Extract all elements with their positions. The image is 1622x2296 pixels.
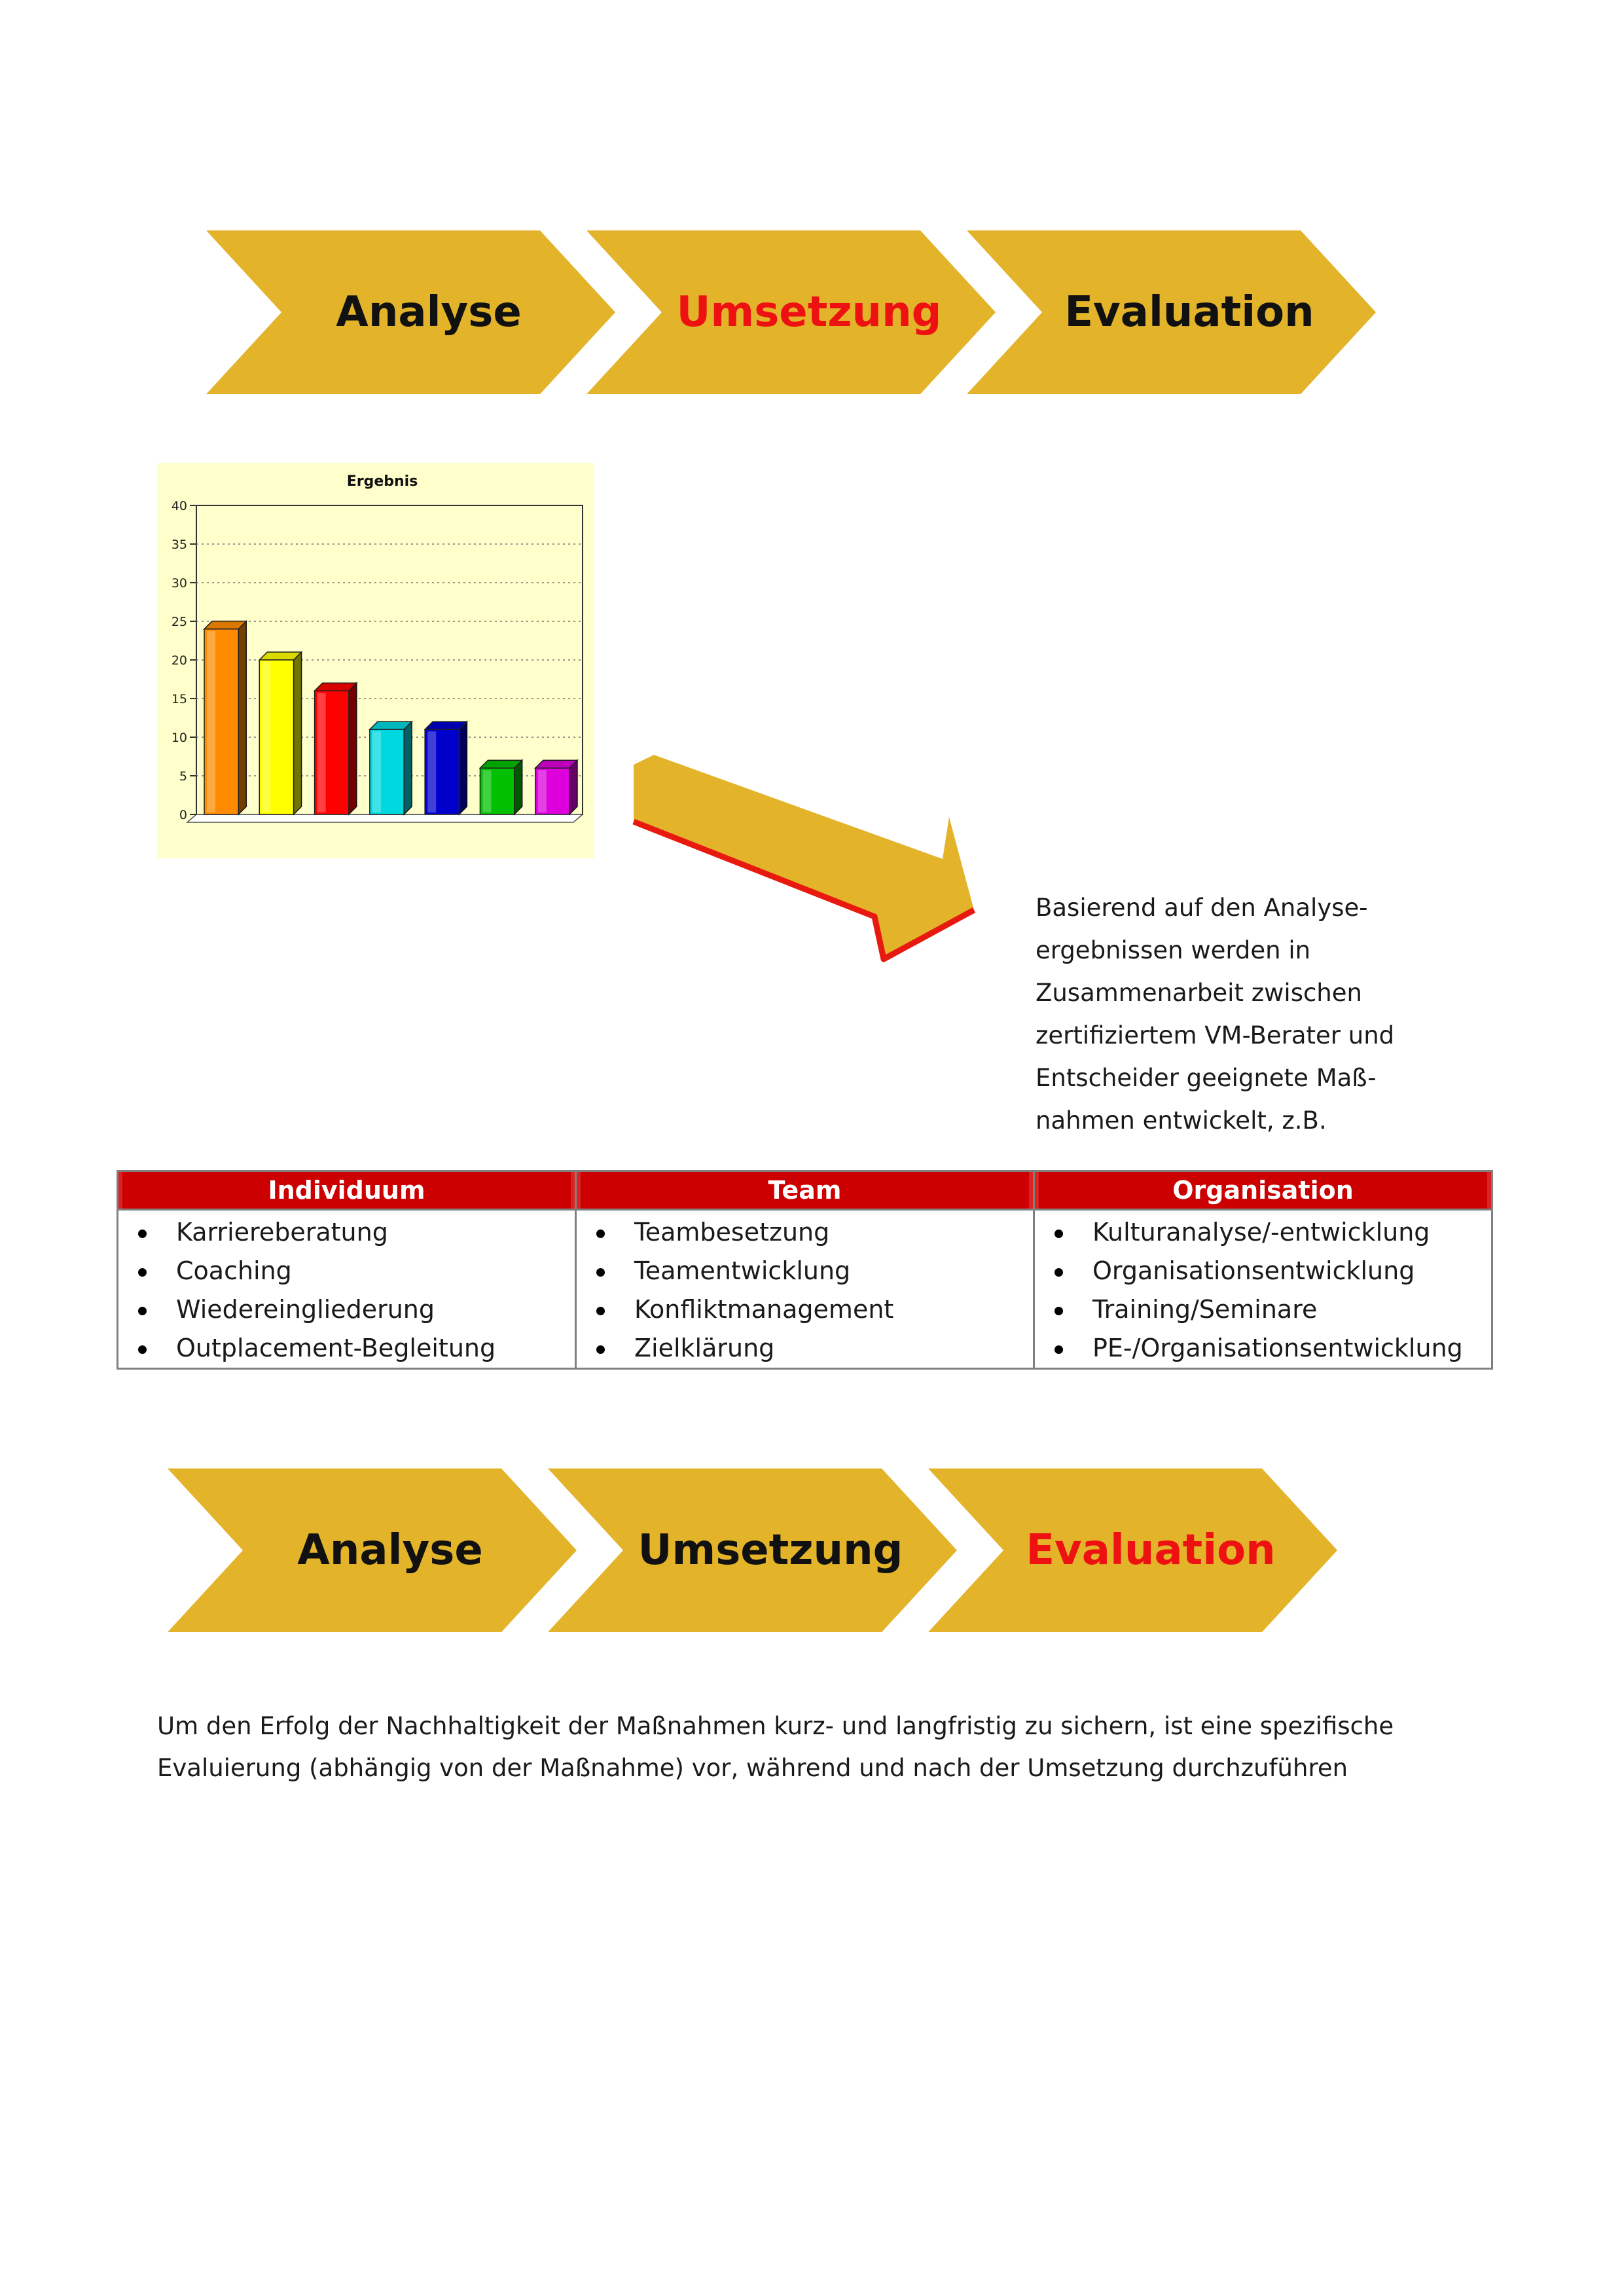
y-tick-label: 35 — [171, 538, 187, 552]
header-organisation: Organisation — [1034, 1171, 1492, 1210]
header-individuum: Individuum — [118, 1171, 576, 1210]
column-organisation — [1034, 1210, 1492, 1369]
y-tick-label: 0 — [179, 808, 187, 822]
process-step-label: Umsetzung — [676, 288, 942, 337]
column-team — [576, 1210, 1034, 1369]
chart-bar — [535, 760, 577, 814]
outro-text — [157, 1705, 1532, 1789]
list-item: Zielklärung — [577, 1329, 1033, 1368]
chart-bar — [425, 721, 467, 814]
intro-line: Zusammenarbeit zwischen — [1036, 979, 1362, 1007]
list-item: PE-/Organisationsentwicklung — [1035, 1329, 1491, 1368]
list-item: Teamentwicklung — [577, 1252, 1033, 1290]
list-item: Outplacement-Begleitung — [118, 1329, 575, 1368]
table-header-row — [118, 1171, 1492, 1210]
result-chart — [157, 463, 594, 858]
outro-line: Evaluierung (abhängig von der Maßnahme) vor, während und nach der Umsetzung durchzuführen — [157, 1754, 1348, 1782]
measures-table — [117, 1170, 1493, 1370]
outro-line: Um den Erfolg der Nachhaltigkeit der Maßnahmen kurz- und langfristig zu sichern, ist eine spezifische — [157, 1712, 1394, 1740]
plot-floor — [187, 814, 583, 822]
list-item: Teambesetzung — [577, 1213, 1033, 1252]
process-step-label: Analyse — [336, 288, 522, 337]
process-step-label: Evaluation — [1064, 288, 1314, 337]
process-bottom — [0, 1468, 1622, 1639]
intro-line: zertifiziertem VM-Berater und — [1036, 1021, 1395, 1049]
process-step-label: Evaluation — [1026, 1526, 1276, 1575]
list-item: Karriereberatung — [118, 1213, 575, 1252]
chart-bar — [315, 683, 357, 814]
y-tick-label: 40 — [171, 499, 187, 513]
process-step-umsetzung — [548, 1468, 967, 1632]
y-tick-label: 30 — [171, 576, 187, 591]
process-step-umsetzung — [586, 230, 1005, 394]
arrow-right-down-icon — [622, 740, 988, 975]
process-step-evaluation — [967, 230, 1386, 394]
y-tick-label: 15 — [171, 692, 187, 706]
chart-bar — [259, 652, 301, 814]
intro-line: Basierend auf den Analyse- — [1036, 894, 1368, 922]
intro-line: Entscheider geeignete Maß- — [1036, 1064, 1377, 1092]
chart-bar — [204, 621, 246, 814]
process-step-label: Analyse — [297, 1526, 483, 1575]
chart-title: Ergebnis — [346, 473, 418, 490]
process-step-analyse — [168, 1468, 586, 1632]
process-step-analyse — [206, 230, 625, 394]
intro-line: ergebnissen werden in — [1036, 936, 1311, 964]
list-item: Wiedereingliederung — [118, 1290, 575, 1329]
list-item: Training/Seminare — [1035, 1290, 1491, 1329]
y-tick-label: 5 — [179, 769, 187, 784]
list-item: Organisationsentwicklung — [1035, 1252, 1491, 1290]
process-step-evaluation — [928, 1468, 1347, 1632]
chart-bar — [480, 760, 522, 814]
y-tick-label: 10 — [171, 731, 187, 745]
column-individuum — [118, 1210, 576, 1369]
y-tick-label: 20 — [171, 653, 187, 668]
list-item: Konfliktmanagement — [577, 1290, 1033, 1329]
list-item: Coaching — [118, 1252, 575, 1290]
process-step-label: Umsetzung — [638, 1526, 903, 1575]
chart-bar — [370, 721, 412, 814]
chart-canvas — [157, 463, 594, 858]
table-row — [118, 1210, 1492, 1369]
header-team: Team — [576, 1171, 1034, 1210]
list-item: Kulturanalyse/-entwicklung — [1035, 1213, 1491, 1252]
intro-text — [1036, 886, 1494, 1142]
process-top — [0, 230, 1622, 401]
y-tick-label: 25 — [171, 615, 187, 629]
intro-line: nahmen entwickelt, z.B. — [1036, 1106, 1327, 1135]
